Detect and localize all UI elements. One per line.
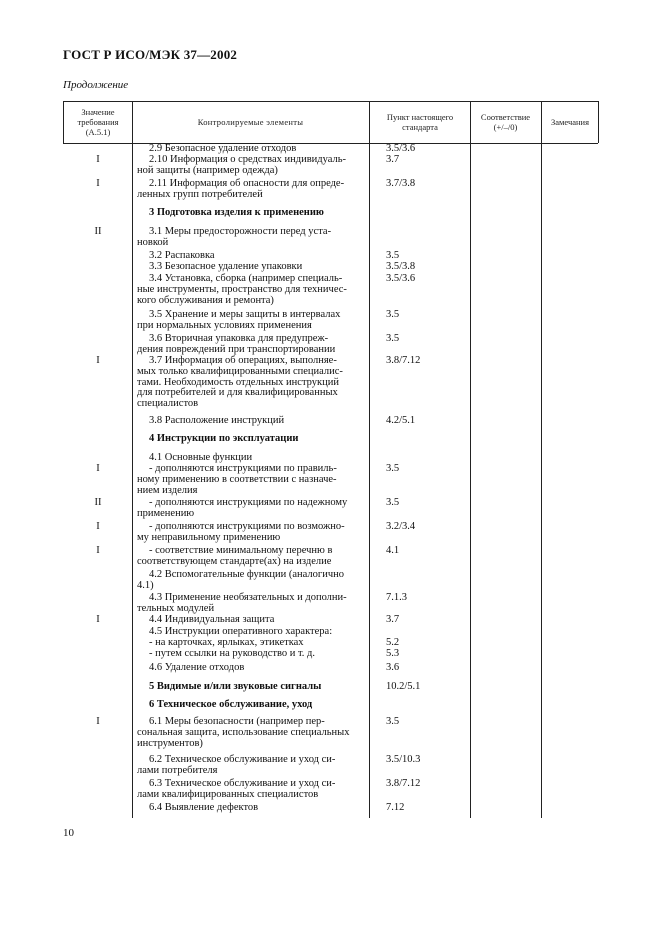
element-text <box>137 179 365 201</box>
clause-reference-value: 3.5 <box>386 497 400 508</box>
element-text <box>137 227 365 249</box>
requirement-value: II <box>94 497 102 508</box>
clause-reference <box>386 755 466 766</box>
element-text-line: 4.5 Инструкции оперативного характера: <box>149 626 333 637</box>
clause-reference <box>386 682 466 693</box>
element-text-line: 2.10 Информация о средствах индивидуаль- <box>149 154 347 165</box>
element-text <box>137 155 365 177</box>
clause-reference-value: 3.8/7.12 <box>386 355 421 366</box>
clause-reference-value: 3.5/3.6 <box>386 273 416 284</box>
element-text-line: при нормальных условиях применения <box>137 319 312 331</box>
clause-reference <box>386 262 466 273</box>
clause-reference <box>386 627 466 659</box>
requirement-value: II <box>94 226 102 237</box>
clause-reference <box>386 274 466 285</box>
element-text-line: сональная защита, использование специальных <box>137 726 350 738</box>
element-text-line: 3.5 Хранение и меры защиты в интервалах <box>149 309 341 320</box>
clause-reference <box>386 717 466 728</box>
requirement-value: I <box>96 178 100 189</box>
clause-reference <box>386 498 466 509</box>
requirement-value: I <box>96 545 100 556</box>
clause-reference-value: 3.5/3.6 <box>386 143 416 154</box>
clause-reference-value: 3.6 <box>386 662 400 673</box>
clause-reference-value: 4.2/5.1 <box>386 415 416 426</box>
element-text <box>137 274 365 306</box>
clause-reference <box>386 464 466 475</box>
clause-reference-value: 4.1 <box>386 545 400 556</box>
element-text-line: 2.9 Безопасное удаление отходов <box>149 143 297 154</box>
clause-reference-value: 3.5 <box>386 463 400 474</box>
clause-reference <box>386 615 466 626</box>
clause-reference <box>386 803 466 814</box>
element-text <box>137 700 365 711</box>
element-text <box>137 682 365 693</box>
requirement-value: I <box>96 614 100 625</box>
element-text <box>137 208 365 219</box>
element-text-line: 4.4 Индивидуальная защита <box>149 614 275 625</box>
element-text-line: тельных модулей <box>137 602 215 614</box>
element-text-line: 6.1 Меры безопасности (например пер- <box>149 716 325 727</box>
element-text-line: кого обслуживания и ремонта) <box>137 294 274 306</box>
clause-reference-value: 3.8/7.12 <box>386 778 421 789</box>
clause-reference <box>386 663 466 674</box>
element-text-line: 6.3 Техническое обслуживание и уход си- <box>149 778 336 789</box>
element-text-line: соответствующем стандарте(ах) на изделие <box>137 555 332 567</box>
clause-reference <box>386 522 466 533</box>
element-text-line: нием изделия <box>137 484 198 496</box>
element-text-line: ной защиты (например одежда) <box>137 164 278 176</box>
element-text <box>137 627 365 659</box>
element-text-line: 6.2 Техническое обслуживание и уход си- <box>149 754 336 765</box>
continuation-label: Продолжение <box>63 79 129 91</box>
element-text <box>137 310 365 332</box>
clause-reference-value: 3.2/3.4 <box>386 521 416 532</box>
clause-reference <box>386 310 466 321</box>
requirement-value: I <box>96 463 100 474</box>
clause-reference-value: 10.2/5.1 <box>386 681 421 692</box>
column-header-remarks: Замечания <box>550 117 590 127</box>
clause-reference-value: 3.5 <box>386 716 400 727</box>
clause-reference-value: 3.5/3.8 <box>386 261 416 272</box>
element-text <box>137 803 365 814</box>
clause-reference-value: 7.1.3 <box>386 592 407 603</box>
element-text <box>137 570 365 592</box>
element-text <box>137 717 365 749</box>
element-text-line: 6.4 Выявление дефектов <box>149 802 259 813</box>
column-header-requirement: Значение требования (А.5.1) <box>77 107 119 137</box>
element-text-line: 3.2 Распаковка <box>149 250 215 261</box>
element-text-line: му неправильному применению <box>137 531 281 543</box>
element-text-line: лами квалифицированных специалистов <box>137 788 319 800</box>
element-text-line: 4.1 Основные функции <box>149 452 253 463</box>
clause-reference-value: 3.5 <box>386 333 400 344</box>
element-text <box>137 779 365 801</box>
element-text-line: 3.8 Расположение инструкций <box>149 415 285 426</box>
element-text-line: новкой <box>137 236 169 248</box>
element-text-line: 4 Инструкции по эксплуатации <box>149 433 299 444</box>
clause-reference <box>386 779 466 790</box>
element-text <box>137 615 365 626</box>
requirement-value: I <box>96 355 100 366</box>
clause-reference <box>386 593 466 604</box>
page-number: 10 <box>63 827 74 839</box>
requirement-value: I <box>96 154 100 165</box>
element-text-line: - дополняются инструкциями по надежному <box>149 497 348 508</box>
element-text-line: ному применению в соответствии с назначе- <box>137 473 337 485</box>
element-text-line: 5 Видимые и/или звуковые сигналы <box>149 681 322 692</box>
element-text-line: 4.2 Вспомогательные функции (аналогично <box>149 569 344 580</box>
column-header-clause: Пункт настоящего стандарта <box>386 112 454 132</box>
clause-reference-value: 3.7 <box>386 154 400 165</box>
clause-reference-value: 5.3 <box>386 647 400 659</box>
element-text <box>137 356 365 410</box>
element-text <box>137 755 365 777</box>
element-text-line: 3.1 Меры предосторожности перед уста- <box>149 226 332 237</box>
clause-reference-value: 3.7 <box>386 614 400 625</box>
clause-reference-value: 3.7/3.8 <box>386 178 416 189</box>
element-text-line: - на карточках, ярлыках, этикетках <box>149 636 304 648</box>
document-title: ГОСТ Р ИСО/МЭК 37—2002 <box>63 47 238 62</box>
element-text-line: - дополняются инструкциями по возможно- <box>149 521 345 532</box>
element-text-line: 4.6 Удаление отходов <box>149 662 245 673</box>
element-text-line: специалистов <box>137 398 199 410</box>
element-text-line: инструментов) <box>137 737 203 749</box>
element-text-line: - дополняются инструкциями по правиль- <box>149 463 337 474</box>
element-text-line: тами. Необходимость отдельных инструкций <box>137 376 339 388</box>
element-text-line: 4.3 Применение необязательных и дополни- <box>149 592 347 603</box>
element-text-line: - соответствие минимальному перечню в <box>149 545 333 556</box>
clause-reference <box>386 155 466 166</box>
element-text-line: 3.7 Информация об операциях, выполняе- <box>149 355 337 366</box>
element-text <box>137 522 365 544</box>
element-text-line: ные инструменты, пространство для техничес- <box>137 283 347 295</box>
element-text <box>137 593 365 615</box>
clause-reference <box>386 356 466 367</box>
requirement-value: I <box>96 521 100 532</box>
requirement-value: I <box>96 716 100 727</box>
column-header-elements: Контролируемые элементы <box>197 117 304 127</box>
clause-reference-value: 3.5/10.3 <box>386 754 421 765</box>
element-text-line: 3 Подготовка изделия к применению <box>149 207 324 218</box>
element-text <box>137 416 365 427</box>
element-text-line: - путем ссылки на руководство и т. д. <box>149 647 316 659</box>
element-text-line: 3.4 Установка, сборка (например специаль- <box>149 273 343 284</box>
clause-reference <box>386 179 466 190</box>
element-text-line: дения повреждений при транспортировании <box>137 343 336 355</box>
element-text-line: применению <box>137 507 195 519</box>
element-text-line: 4.1) <box>137 579 154 591</box>
clause-reference-value: 5.2 <box>386 636 400 648</box>
clause-reference <box>386 546 466 557</box>
element-text-line: для потребителей и для квалифицированных <box>137 387 338 399</box>
element-text <box>137 498 365 520</box>
element-text <box>137 464 365 496</box>
element-text-line: лами потребителя <box>137 764 218 776</box>
clause-reference <box>386 416 466 427</box>
element-text-line: мых только квалифицированными специалис- <box>137 365 343 377</box>
element-text <box>137 434 365 445</box>
element-text <box>137 262 365 273</box>
clause-reference-value: 3.5 <box>386 250 400 261</box>
element-text <box>137 663 365 674</box>
clause-reference-value: 3.5 <box>386 309 400 320</box>
element-text-line: 3.3 Безопасное удаление упаковки <box>149 261 303 272</box>
element-text <box>137 334 365 356</box>
element-text <box>137 546 365 568</box>
element-text-line: 6 Техническое обслуживание, уход <box>149 699 313 710</box>
column-header-compliance: Соответствие (+/–/0) <box>480 112 531 132</box>
element-text-line: 2.11 Информация об опасности для опреде- <box>149 178 345 189</box>
clause-reference <box>386 334 466 345</box>
element-text-line: 3.6 Вторичная упаковка для предупреж- <box>149 333 329 344</box>
element-text-line: ленных групп потребителей <box>137 188 263 200</box>
clause-reference-value: 7.12 <box>386 802 405 813</box>
